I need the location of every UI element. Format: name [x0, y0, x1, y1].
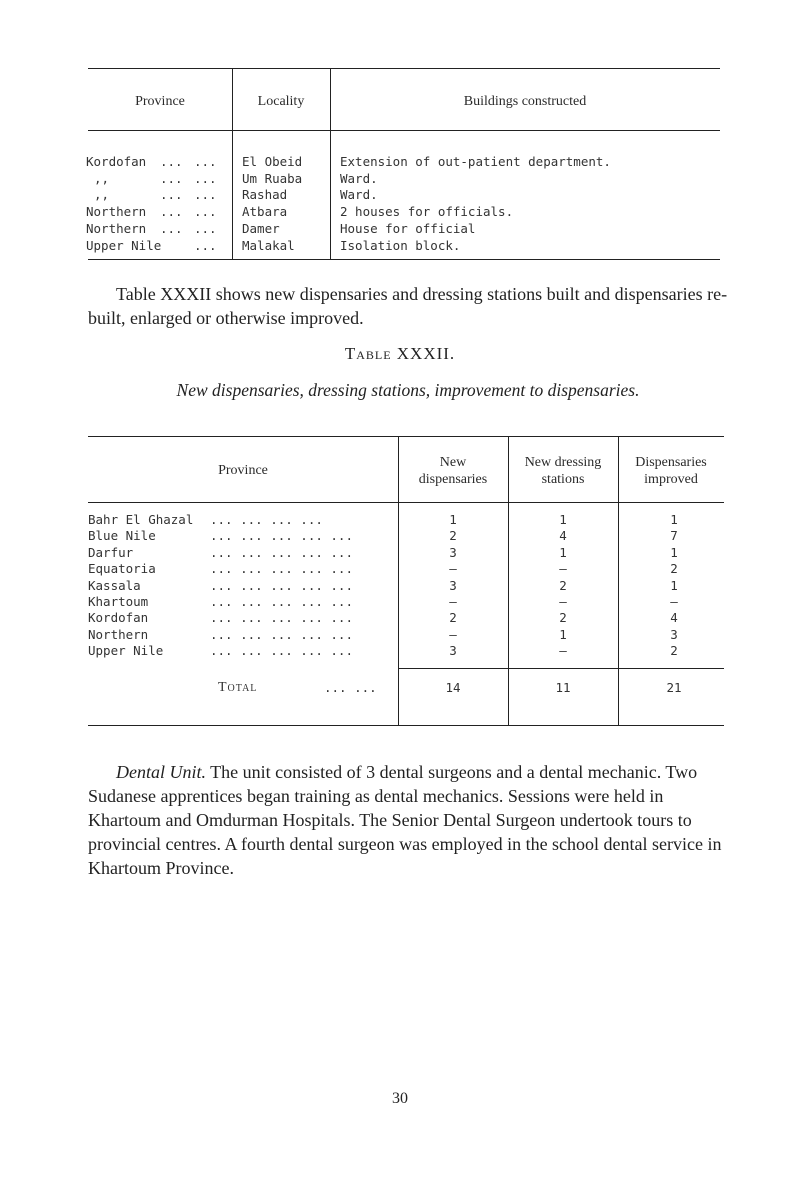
header-line: improved: [644, 472, 698, 487]
new-dispensaries-cell: —: [449, 594, 457, 609]
leader-dots: ...: [194, 154, 217, 169]
new-dressing-stations-cell: —: [559, 561, 567, 577]
province-cell: Bahr El Ghazal: [88, 512, 194, 527]
total-label: Total: [218, 680, 258, 695]
new-dispensaries-cell: —: [449, 561, 457, 577]
table-subtitle: New dispensaries, dressing stations, improvement to dispensaries.: [176, 380, 640, 400]
leader-dots: ... ... ... ... ...: [210, 626, 353, 642]
buildings-cell: Ward.: [340, 171, 378, 186]
table-row: [88, 545, 724, 561]
province-cell: Kassala: [88, 577, 141, 593]
leader-dots: ...: [194, 221, 217, 236]
locality-cell: Malakal: [242, 238, 295, 253]
buildings-cell: Extension of out-patient department.: [340, 154, 611, 169]
locality-cell: Rashad: [242, 187, 288, 202]
table-row: [88, 627, 724, 643]
locality-cell: Atbara: [242, 204, 288, 219]
header-new-dispensaries: [398, 454, 508, 488]
leader-dots: ... ... ... ... ...: [210, 643, 353, 659]
locality-cell: Damer: [242, 221, 280, 236]
dispensaries-improved-cell: 2: [670, 561, 678, 577]
table-row: [88, 643, 724, 659]
new-dispensaries-cell: 3: [449, 643, 457, 659]
new-dressing-stations-cell: 1: [559, 512, 567, 527]
province-cell: Khartoum: [88, 594, 149, 609]
leader-dots: ...: [160, 171, 183, 186]
leader-dots: ... ... ... ... ...: [210, 528, 353, 544]
buildings-cell: 2 houses for officials.: [340, 204, 514, 219]
header-line: Dispensaries: [635, 455, 707, 470]
new-dressing-stations-cell: —: [559, 594, 567, 609]
dispensaries-improved-cell: 1: [670, 512, 678, 527]
leader-dots: ... ... ... ... ...: [210, 561, 353, 577]
header-buildings: Buildings constructed: [463, 94, 587, 109]
leader-dots: ... ... ... ... ...: [210, 610, 353, 626]
new-dispensaries-cell: —: [449, 626, 457, 642]
province-cell: Darfur: [88, 544, 134, 560]
header-line: New: [439, 455, 467, 470]
table-row: [88, 610, 724, 626]
table-row: [88, 578, 724, 594]
locality-cell: El Obeid: [242, 154, 303, 169]
leader-dots: ... ...: [324, 680, 377, 695]
new-dispensaries-cell: 3: [449, 577, 457, 593]
dispensaries-improved-cell: 1: [670, 577, 678, 593]
province-cell: Upper Nile: [86, 238, 162, 253]
new-dispensaries-cell: 2: [449, 610, 457, 626]
new-dressing-stations-cell: 2: [559, 577, 567, 593]
table-row: [88, 528, 724, 544]
intro-paragraph: Table XXXII shows new dispensaries and dressing stations built and dispensaries re-built, enlarged or otherwise improved.: [88, 284, 728, 328]
dispensaries-improved-cell: —: [670, 594, 678, 609]
province-cell: ,,: [94, 171, 110, 186]
table-row: [88, 204, 720, 220]
dispensaries-improved-cell: 7: [670, 528, 678, 544]
total-new-dressing-stations: 11: [555, 680, 571, 695]
province-cell: ,,: [94, 187, 110, 202]
header-province: Province: [218, 463, 268, 478]
locality-cell: Um Ruaba: [242, 171, 303, 186]
new-dispensaries-cell: 2: [449, 528, 457, 544]
table-rule: [88, 725, 724, 726]
table-row: [88, 594, 724, 610]
leader-dots: ...: [194, 171, 217, 186]
table-rule: [88, 436, 724, 437]
table-row: [88, 238, 720, 254]
new-dressing-stations-cell: 1: [559, 544, 567, 560]
leader-dots: ...: [194, 187, 217, 202]
table-rule: [88, 502, 724, 503]
leader-dots: ...: [160, 187, 183, 202]
header-locality: Locality: [257, 94, 305, 109]
province-cell: Kordofan: [88, 610, 149, 626]
table-row: [88, 171, 720, 187]
table-row: [88, 561, 724, 577]
leader-dots: ...: [160, 221, 183, 236]
table-rule: [88, 259, 720, 260]
buildings-cell: Ward.: [340, 187, 378, 202]
new-dressing-stations-cell: —: [559, 643, 567, 659]
total-new-dispensaries: 14: [445, 680, 461, 695]
leader-dots: ... ... ... ... ...: [210, 544, 353, 560]
province-cell: Kordofan: [86, 154, 147, 169]
table-rule: [88, 130, 720, 131]
leader-dots: ... ... ... ... ...: [210, 594, 353, 609]
buildings-table: [88, 68, 720, 260]
new-dispensaries-cell: 3: [449, 544, 457, 560]
table-caption: Table XXXII.: [344, 344, 456, 363]
table-row: [88, 187, 720, 203]
dispensaries-improved-cell: 3: [670, 626, 678, 642]
leader-dots: ... ... ... ...: [210, 512, 323, 527]
new-dressing-stations-cell: 4: [559, 528, 567, 544]
table-row: [88, 512, 724, 528]
dispensaries-improved-cell: 2: [670, 643, 678, 659]
header-line: stations: [541, 472, 585, 487]
table-rule: [88, 68, 720, 69]
province-cell: Equatoria: [88, 561, 156, 577]
dental-unit-heading: Dental Unit.: [116, 762, 206, 782]
table-row: [88, 221, 720, 237]
dental-unit-text: The unit consisted of 3 dental surgeons and a dental mechanic. Two Sudanese apprentices began training as dental mechanics. Sessions were held in Khartoum and Omdurman Hospitals. The Senior Dental Surgeon undertook tours to provincial centres. A fourth dental surgeon was employed in the school dental service in Khartoum Province.: [88, 762, 722, 878]
dental-unit-paragraph: [88, 760, 728, 880]
dispensaries-table: [88, 436, 724, 726]
buildings-cell: House for official: [340, 221, 476, 236]
table-rule: [398, 668, 724, 669]
header-province: Province: [135, 94, 185, 109]
province-cell: Northern: [86, 204, 147, 219]
header-new-dressing-stations: [508, 454, 618, 488]
leader-dots: ...: [160, 154, 183, 169]
province-cell: Northern: [86, 221, 147, 236]
header-line: dispensaries: [418, 472, 488, 487]
province-cell: Northern: [88, 626, 149, 642]
dispensaries-improved-cell: 1: [670, 544, 678, 560]
leader-dots: ...: [194, 204, 217, 219]
leader-dots: ... ... ... ... ...: [210, 577, 353, 593]
province-cell: Upper Nile: [88, 643, 164, 659]
total-dispensaries-improved: 21: [666, 680, 682, 695]
new-dressing-stations-cell: 1: [559, 626, 567, 642]
buildings-cell: Isolation block.: [340, 238, 461, 253]
header-dispensaries-improved: [618, 454, 724, 488]
dispensaries-improved-cell: 4: [670, 610, 678, 626]
page-number: 30: [392, 1090, 408, 1107]
leader-dots: ...: [194, 238, 217, 253]
leader-dots: ...: [160, 204, 183, 219]
new-dressing-stations-cell: 2: [559, 610, 567, 626]
table-row: [88, 154, 720, 170]
new-dispensaries-cell: 1: [449, 512, 457, 527]
header-line: New dressing: [524, 455, 602, 470]
province-cell: Blue Nile: [88, 528, 156, 544]
